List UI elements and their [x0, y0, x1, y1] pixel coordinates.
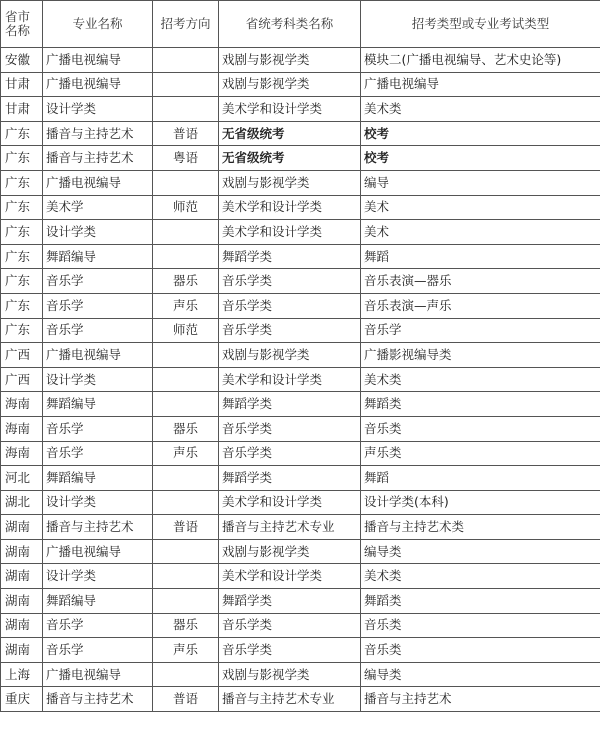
cell-exam-type: 美术	[361, 220, 600, 245]
cell-direction	[153, 170, 219, 195]
cell-province: 海南	[1, 416, 43, 441]
cell-major: 设计学类	[43, 220, 153, 245]
cell-category: 舞蹈学类	[219, 589, 361, 614]
cell-province: 广西	[1, 343, 43, 368]
cell-province: 安徽	[1, 48, 43, 73]
cell-direction: 普语	[153, 515, 219, 540]
header-direction: 招考方向	[153, 1, 219, 48]
cell-direction: 声乐	[153, 441, 219, 466]
cell-direction: 器乐	[153, 269, 219, 294]
cell-province: 河北	[1, 466, 43, 491]
cell-major: 播音与主持艺术	[43, 687, 153, 712]
cell-province: 广东	[1, 121, 43, 146]
cell-province: 甘肃	[1, 72, 43, 97]
cell-category: 戏剧与影视学类	[219, 539, 361, 564]
cell-major: 舞蹈编导	[43, 392, 153, 417]
cell-exam-type: 音乐表演—声乐	[361, 293, 600, 318]
cell-major: 设计学类	[43, 97, 153, 122]
cell-category: 播音与主持艺术专业	[219, 687, 361, 712]
cell-exam-type: 校考	[361, 121, 600, 146]
cell-province: 海南	[1, 392, 43, 417]
cell-province: 广东	[1, 244, 43, 269]
cell-direction: 器乐	[153, 416, 219, 441]
cell-major: 音乐学	[43, 613, 153, 638]
header-exam-type: 招考类型或专业考试类型	[361, 1, 600, 48]
cell-category: 音乐学类	[219, 318, 361, 343]
cell-direction	[153, 466, 219, 491]
cell-major: 广播电视编导	[43, 343, 153, 368]
cell-category: 音乐学类	[219, 416, 361, 441]
cell-major: 美术学	[43, 195, 153, 220]
cell-direction: 粤语	[153, 146, 219, 171]
table-row	[1, 269, 600, 294]
cell-major: 广播电视编导	[43, 539, 153, 564]
table-row	[1, 638, 600, 663]
cell-exam-type: 美术类	[361, 367, 600, 392]
cell-category: 戏剧与影视学类	[219, 48, 361, 73]
cell-major: 设计学类	[43, 564, 153, 589]
table-row	[1, 515, 600, 540]
table-row	[1, 589, 600, 614]
cell-exam-type: 编导类	[361, 662, 600, 687]
cell-exam-type: 音乐学	[361, 318, 600, 343]
cell-major: 广播电视编导	[43, 48, 153, 73]
cell-major: 音乐学	[43, 318, 153, 343]
cell-category: 戏剧与影视学类	[219, 343, 361, 368]
cell-category: 播音与主持艺术专业	[219, 515, 361, 540]
header-row	[1, 1, 600, 48]
cell-major: 广播电视编导	[43, 72, 153, 97]
cell-category: 戏剧与影视学类	[219, 662, 361, 687]
cell-major: 设计学类	[43, 367, 153, 392]
cell-direction	[153, 662, 219, 687]
header-category: 省统考科类名称	[219, 1, 361, 48]
cell-major: 舞蹈编导	[43, 589, 153, 614]
cell-direction	[153, 564, 219, 589]
table-row	[1, 687, 600, 712]
cell-major: 音乐学	[43, 638, 153, 663]
cell-province: 湖南	[1, 564, 43, 589]
cell-direction	[153, 539, 219, 564]
cell-exam-type: 舞蹈类	[361, 392, 600, 417]
cell-category: 美术学和设计学类	[219, 490, 361, 515]
cell-province: 湖南	[1, 589, 43, 614]
cell-exam-type: 音乐类	[361, 638, 600, 663]
cell-direction	[153, 97, 219, 122]
cell-exam-type: 模块二(广播电视编导、艺术史论等)	[361, 48, 600, 73]
cell-direction: 器乐	[153, 613, 219, 638]
cell-exam-type: 播音与主持艺术类	[361, 515, 600, 540]
cell-major: 广播电视编导	[43, 170, 153, 195]
cell-direction: 普语	[153, 121, 219, 146]
cell-major: 播音与主持艺术	[43, 515, 153, 540]
cell-direction	[153, 244, 219, 269]
cell-exam-type: 音乐类	[361, 613, 600, 638]
table-row	[1, 146, 600, 171]
cell-major: 音乐学	[43, 293, 153, 318]
cell-exam-type: 声乐类	[361, 441, 600, 466]
cell-category: 音乐学类	[219, 441, 361, 466]
cell-exam-type: 舞蹈类	[361, 589, 600, 614]
cell-category: 美术学和设计学类	[219, 367, 361, 392]
cell-province: 上海	[1, 662, 43, 687]
cell-exam-type: 校考	[361, 146, 600, 171]
cell-category: 美术学和设计学类	[219, 97, 361, 122]
cell-major: 播音与主持艺术	[43, 146, 153, 171]
cell-major: 广播电视编导	[43, 662, 153, 687]
table-row	[1, 293, 600, 318]
cell-exam-type: 美术类	[361, 97, 600, 122]
cell-exam-type: 音乐类	[361, 416, 600, 441]
cell-category: 音乐学类	[219, 293, 361, 318]
table-row	[1, 490, 600, 515]
table-row	[1, 441, 600, 466]
cell-direction	[153, 72, 219, 97]
cell-category: 无省级统考	[219, 146, 361, 171]
cell-province: 广东	[1, 269, 43, 294]
cell-direction	[153, 343, 219, 368]
cell-exam-type: 广播电视编导	[361, 72, 600, 97]
table-row	[1, 48, 600, 73]
cell-major: 音乐学	[43, 269, 153, 294]
table-row	[1, 613, 600, 638]
cell-exam-type: 美术	[361, 195, 600, 220]
cell-direction: 师范	[153, 195, 219, 220]
cell-direction	[153, 367, 219, 392]
table-row	[1, 662, 600, 687]
table-row	[1, 466, 600, 491]
header-major: 专业名称	[43, 1, 153, 48]
table-row	[1, 72, 600, 97]
table-header	[1, 1, 600, 48]
cell-province: 重庆	[1, 687, 43, 712]
table-row	[1, 416, 600, 441]
cell-province: 广东	[1, 146, 43, 171]
table-row	[1, 318, 600, 343]
cell-direction	[153, 490, 219, 515]
table-row	[1, 121, 600, 146]
table-row	[1, 343, 600, 368]
cell-exam-type: 编导类	[361, 539, 600, 564]
cell-exam-type: 广播影视编导类	[361, 343, 600, 368]
cell-direction: 声乐	[153, 293, 219, 318]
cell-category: 音乐学类	[219, 613, 361, 638]
cell-province: 湖北	[1, 490, 43, 515]
table-row	[1, 564, 600, 589]
cell-category: 音乐学类	[219, 269, 361, 294]
table-row	[1, 244, 600, 269]
cell-category: 美术学和设计学类	[219, 195, 361, 220]
cell-category: 美术学和设计学类	[219, 220, 361, 245]
cell-major: 播音与主持艺术	[43, 121, 153, 146]
cell-major: 设计学类	[43, 490, 153, 515]
table-row	[1, 97, 600, 122]
cell-category: 无省级统考	[219, 121, 361, 146]
table-row	[1, 367, 600, 392]
cell-province: 广东	[1, 293, 43, 318]
cell-exam-type: 舞蹈	[361, 244, 600, 269]
table-body	[1, 48, 600, 712]
table-row	[1, 392, 600, 417]
cell-province: 海南	[1, 441, 43, 466]
cell-province: 湖南	[1, 613, 43, 638]
cell-province: 广东	[1, 318, 43, 343]
cell-category: 舞蹈学类	[219, 244, 361, 269]
cell-major: 音乐学	[43, 416, 153, 441]
cell-direction	[153, 48, 219, 73]
cell-category: 戏剧与影视学类	[219, 72, 361, 97]
cell-province: 湖南	[1, 539, 43, 564]
cell-direction: 师范	[153, 318, 219, 343]
cell-province: 广东	[1, 195, 43, 220]
header-province: 省市名称	[1, 1, 43, 48]
cell-exam-type: 舞蹈	[361, 466, 600, 491]
cell-province: 甘肃	[1, 97, 43, 122]
cell-exam-type: 播音与主持艺术	[361, 687, 600, 712]
table-row	[1, 170, 600, 195]
cell-direction: 声乐	[153, 638, 219, 663]
cell-exam-type: 编导	[361, 170, 600, 195]
cell-province: 广东	[1, 220, 43, 245]
cell-province: 湖南	[1, 515, 43, 540]
table-row	[1, 195, 600, 220]
cell-direction: 普语	[153, 687, 219, 712]
cell-category: 美术学和设计学类	[219, 564, 361, 589]
cell-category: 戏剧与影视学类	[219, 170, 361, 195]
cell-province: 广西	[1, 367, 43, 392]
table-row	[1, 220, 600, 245]
cell-direction	[153, 392, 219, 417]
cell-province: 湖南	[1, 638, 43, 663]
cell-exam-type: 美术类	[361, 564, 600, 589]
cell-category: 音乐学类	[219, 638, 361, 663]
cell-major: 舞蹈编导	[43, 244, 153, 269]
cell-category: 舞蹈学类	[219, 392, 361, 417]
cell-exam-type: 设计学类(本科)	[361, 490, 600, 515]
cell-direction	[153, 220, 219, 245]
cell-exam-type: 音乐表演—器乐	[361, 269, 600, 294]
cell-category: 舞蹈学类	[219, 466, 361, 491]
cell-direction	[153, 589, 219, 614]
cell-province: 广东	[1, 170, 43, 195]
cell-major: 舞蹈编导	[43, 466, 153, 491]
table-row	[1, 539, 600, 564]
cell-major: 音乐学	[43, 441, 153, 466]
